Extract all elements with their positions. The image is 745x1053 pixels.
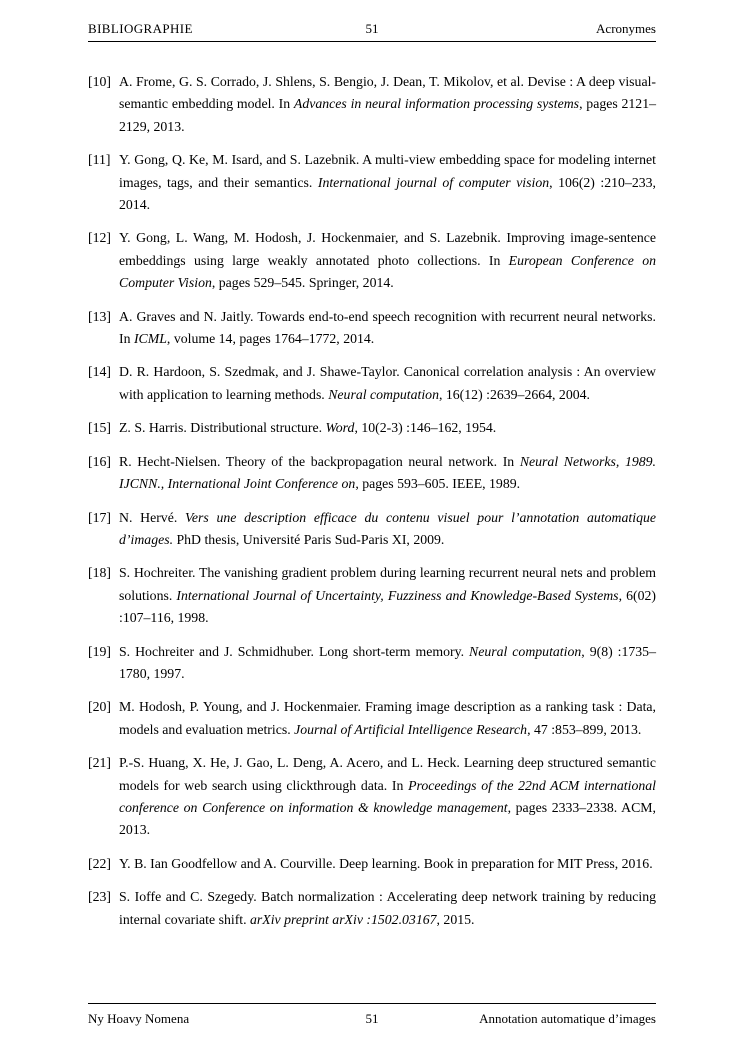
reference-text bbox=[119, 752, 656, 842]
reference-plain-text: , 47 :853–899, 2013. bbox=[527, 721, 642, 737]
reference-plain-text: S. Hochreiter and J. Schmidhuber. Long short-term memory. bbox=[119, 643, 469, 659]
reference-label: [22] bbox=[88, 855, 111, 871]
reference-text bbox=[119, 451, 656, 496]
reference-label: [15] bbox=[88, 420, 111, 436]
reference-text bbox=[119, 306, 656, 351]
reference-plain-text: , pages 2333–2338. ACM, 2013. bbox=[119, 799, 657, 838]
reference-item bbox=[88, 507, 656, 552]
reference-label: [17] bbox=[88, 509, 111, 525]
reference-item bbox=[88, 417, 656, 439]
reference-label: [21] bbox=[88, 755, 111, 771]
reference-plain-text: , 6(02) :107–116, 1998. bbox=[119, 587, 656, 626]
reference-venue-italic: Journal of Artificial Intelligence Research bbox=[294, 721, 528, 737]
reference-label: [10] bbox=[88, 74, 111, 89]
reference-plain-text: Y. Gong, Q. Ke, M. Isard, and S. Lazebnik. A multi-view embedding space for modeling internet images, tags, and their semantics. bbox=[119, 152, 656, 190]
reference-plain-text: , 106(2) :210–233, 2014. bbox=[119, 174, 656, 213]
reference-item bbox=[88, 149, 656, 216]
reference-label: [14] bbox=[88, 364, 111, 380]
reference-text bbox=[119, 696, 656, 741]
reference-label: [18] bbox=[88, 565, 111, 581]
reference-plain-text: R. Hecht-Nielsen. Theory of the backpropagation neural network. In bbox=[119, 453, 520, 469]
reference-plain-text: A. Frome, G. S. Corrado, J. Shlens, S. Bengio, J. Dean, T. Mikolov, et al. Devise : A deep visual-semantic embedding model. In bbox=[119, 74, 656, 112]
header-page-number: 51 bbox=[365, 21, 379, 36]
reference-item bbox=[88, 696, 656, 741]
reference-label: [13] bbox=[88, 308, 111, 324]
reference-plain-text: , 10(2-3) :146–162, 1954. bbox=[354, 420, 497, 436]
reference-venue-italic: ICML bbox=[133, 331, 167, 347]
footer-page-number: 51 bbox=[365, 1011, 379, 1026]
reference-plain-text: S. Hochreiter. The vanishing gradient problem during learning recurrent neural nets and problem solutions. bbox=[119, 565, 656, 603]
reference-plain-text: S. Ioffe and C. Szegedy. Batch normalization : Accelerating deep network training by reducing internal covariate shift. bbox=[119, 889, 656, 927]
reference-item bbox=[88, 562, 656, 629]
footer-rule bbox=[88, 1003, 656, 1004]
reference-plain-text: , pages 2121–2129, 2013. bbox=[119, 96, 656, 134]
reference-plain-text: A. Graves and N. Jaitly. Towards end-to-end speech recognition with recurrent neural networks. In bbox=[119, 308, 656, 347]
reference-plain-text: N. Hervé. bbox=[119, 509, 185, 525]
reference-label: [20] bbox=[88, 699, 111, 715]
reference-label: [16] bbox=[88, 453, 111, 469]
page-footer bbox=[88, 1011, 656, 1027]
reference-text bbox=[119, 853, 656, 875]
reference-text bbox=[119, 227, 656, 294]
reference-text bbox=[119, 886, 656, 931]
reference-text bbox=[119, 71, 656, 138]
reference-plain-text: , 9(8) :1735–1780, 1997. bbox=[119, 643, 656, 681]
reference-plain-text: P.-S. Huang, X. He, J. Gao, L. Deng, A. Acero, and L. Heck. Learning deep structured semantic models for web search using clickthrough data. In bbox=[119, 755, 656, 793]
reference-item bbox=[88, 752, 656, 842]
reference-label: [23] bbox=[88, 889, 111, 905]
reference-item bbox=[88, 641, 656, 686]
footer-document-title: Annotation automatique d’images bbox=[479, 1011, 656, 1026]
reference-item bbox=[88, 451, 656, 496]
reference-item bbox=[88, 306, 656, 351]
reference-item bbox=[88, 886, 656, 931]
page-header bbox=[88, 21, 656, 37]
header-rule bbox=[88, 41, 656, 42]
reference-plain-text: , 2015. bbox=[436, 911, 475, 927]
reference-plain-text: Y. B. Ian Goodfellow and A. Courville. Deep learning. Book in preparation for MIT Press, 2016. bbox=[119, 855, 653, 871]
header-section-title: Acronymes bbox=[596, 21, 656, 36]
reference-plain-text: , 16(12) :2639–2664, 2004. bbox=[438, 386, 590, 402]
reference-text bbox=[119, 149, 656, 216]
header-chapter-title: BIBLIOGRAPHIE bbox=[88, 21, 193, 36]
reference-venue-italic: European Conference on Computer Vision bbox=[119, 252, 656, 291]
reference-text bbox=[119, 562, 656, 629]
reference-plain-text: Z. S. Harris. Distributional structure. bbox=[119, 420, 326, 436]
reference-plain-text: Y. Gong, L. Wang, M. Hodosh, J. Hockenmaier, and S. Lazebnik. Improving image-sentence embeddings using large weakly annotated photo collections. In bbox=[119, 230, 656, 268]
reference-plain-text: , pages 593–605. IEEE, 1989. bbox=[355, 476, 521, 492]
reference-item bbox=[88, 361, 656, 406]
reference-venue-italic: Neural computation bbox=[469, 643, 582, 659]
reference-venue-italic: International Journal of Uncertainty, Fuzziness and Knowledge-Based Systems bbox=[176, 587, 619, 603]
reference-venue-italic: International journal of computer vision bbox=[317, 174, 550, 190]
reference-venue-italic: Vers une description efficace du contenu visuel pour l’annotation automatique d’images. bbox=[119, 509, 656, 547]
reference-venue-italic: Proceedings of the 22nd ACM international conference on Conference on information & knowledge management bbox=[119, 777, 656, 815]
footer-author-name: Ny Hoavy Nomena bbox=[88, 1011, 190, 1026]
reference-item bbox=[88, 71, 656, 138]
reference-text bbox=[119, 507, 656, 552]
reference-text bbox=[119, 361, 656, 406]
reference-plain-text: D. R. Hardoon, S. Szedmak, and J. Shawe-Taylor. Canonical correlation analysis : An overview with application to learning methods. bbox=[119, 364, 656, 402]
reference-plain-text: , pages 529–545. Springer, 2014. bbox=[211, 275, 394, 291]
reference-venue-italic: Neural computation bbox=[328, 386, 439, 402]
reference-item bbox=[88, 853, 656, 875]
reference-plain-text: , volume 14, pages 1764–1772, 2014. bbox=[166, 331, 375, 347]
reference-label: [11] bbox=[88, 152, 111, 168]
reference-plain-text: M. Hodosh, P. Young, and J. Hockenmaier. Framing image description as a ranking task : Data, models and evaluation metrics. bbox=[119, 699, 656, 737]
reference-venue-italic: arXiv preprint arXiv :1502.03167 bbox=[250, 911, 437, 927]
reference-text bbox=[119, 417, 656, 439]
reference-label: [12] bbox=[88, 230, 111, 246]
reference-item bbox=[88, 227, 656, 294]
bibliography-list bbox=[88, 71, 656, 942]
reference-text bbox=[119, 641, 656, 686]
reference-venue-italic: Neural Networks, 1989. IJCNN., International Joint Conference on bbox=[119, 453, 656, 492]
reference-venue-italic: Word bbox=[325, 420, 355, 436]
reference-plain-text: PhD thesis, Université Paris Sud-Paris XI, 2009. bbox=[173, 531, 445, 547]
reference-venue-italic: Advances in neural information processing systems bbox=[293, 96, 580, 112]
reference-label: [19] bbox=[88, 643, 111, 659]
